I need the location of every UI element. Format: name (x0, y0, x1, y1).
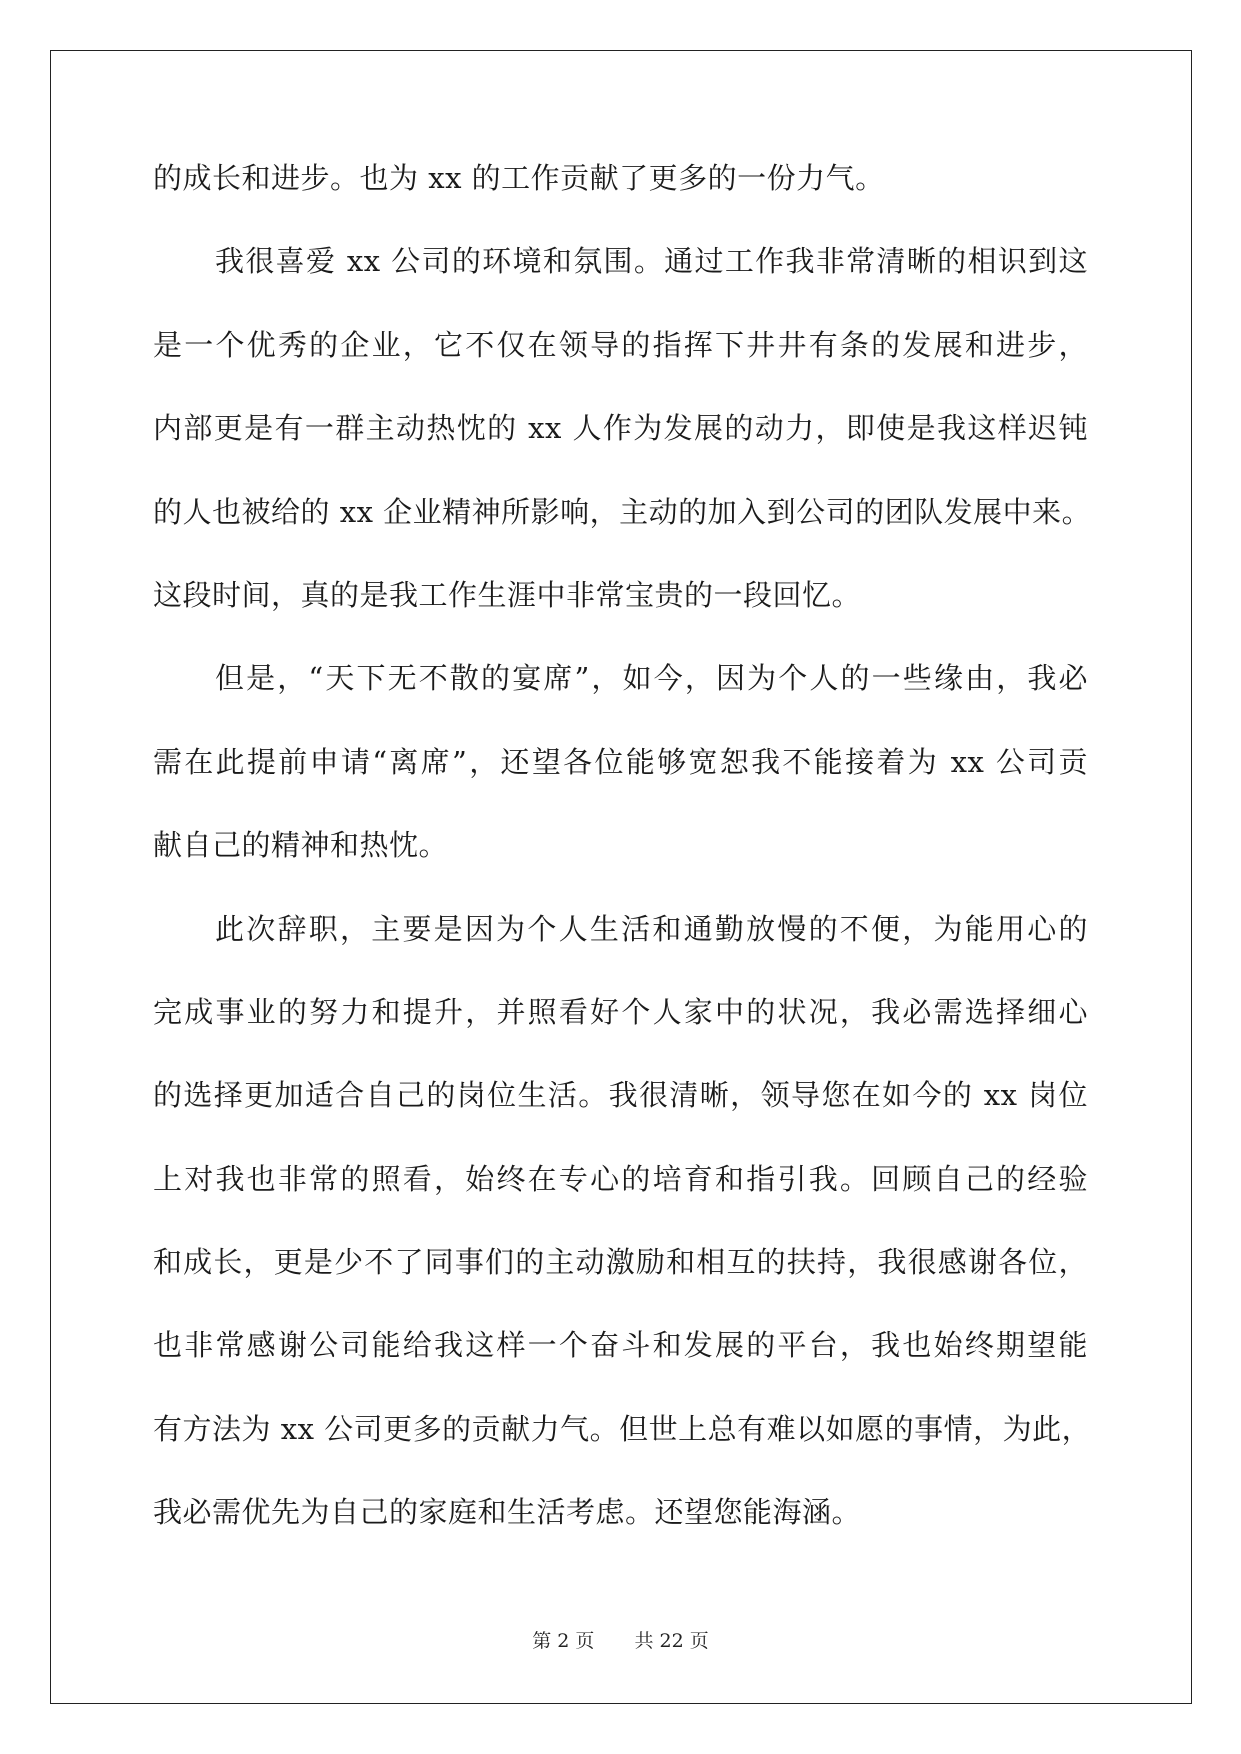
page-total: 共 22 页 (634, 1630, 709, 1652)
text-line: 的选择更加适合自己的岗位生活。我很清晰，领导您在如今的 xx 岗位 (153, 1078, 1088, 1113)
page-footer (0, 1626, 1241, 1653)
page-number: 第 2 页 (532, 1630, 595, 1652)
text-line: 是一个优秀的企业，它不仅在领导的指挥下井井有条的发展和进步， (153, 327, 1088, 362)
text-line: 需在此提前申请“离席”，还望各位能够宽恕我不能接着为 xx 公司贡 (153, 744, 1088, 779)
document-body (153, 158, 1092, 1576)
text-line: 我很喜爱 xx 公司的环境和氛围。通过工作我非常清晰的相识到这 (215, 244, 1088, 279)
text-line: 的人也被给的 xx 企业精神所影响，主动的加入到公司的团队发展中来。 (153, 494, 1092, 529)
text-line: 的成长和进步。也为 xx 的工作贡献了更多的一份力气。 (153, 161, 885, 195)
text-line: 但是，“天下无不散的宴席”，如今，因为个人的一些缘由，我必 (215, 661, 1088, 696)
text-line: 有方法为 xx 公司更多的贡献力气。但世上总有难以如愿的事情，为此， (153, 1411, 1092, 1446)
text-line: 内部更是有一群主动热忱的 xx 人作为发展的动力，即使是我这样迟钝 (153, 411, 1088, 446)
text-line: 和成长，更是少不了同事们的主动激励和相互的扶持，我很感谢各位， (153, 1245, 1088, 1280)
text-line: 我必需优先为自己的家庭和生活考虑。还望您能海涵。 (153, 1495, 862, 1530)
text-line: 上对我也非常的照看，始终在专心的培育和指引我。回顾自己的经验 (153, 1161, 1088, 1196)
text-line: 献自己的精神和热忱。 (153, 828, 449, 863)
text-line: 这段时间，真的是我工作生涯中非常宝贵的一段回忆。 (153, 577, 862, 612)
text-line: 完成事业的努力和提升，并照看好个人家中的状况，我必需选择细心 (153, 994, 1088, 1029)
text-line: 此次辞职，主要是因为个人生活和通勤放慢的不便，为能用心的 (215, 911, 1088, 946)
text-line: 也非常感谢公司能给我这样一个奋斗和发展的平台，我也始终期望能 (153, 1328, 1088, 1363)
